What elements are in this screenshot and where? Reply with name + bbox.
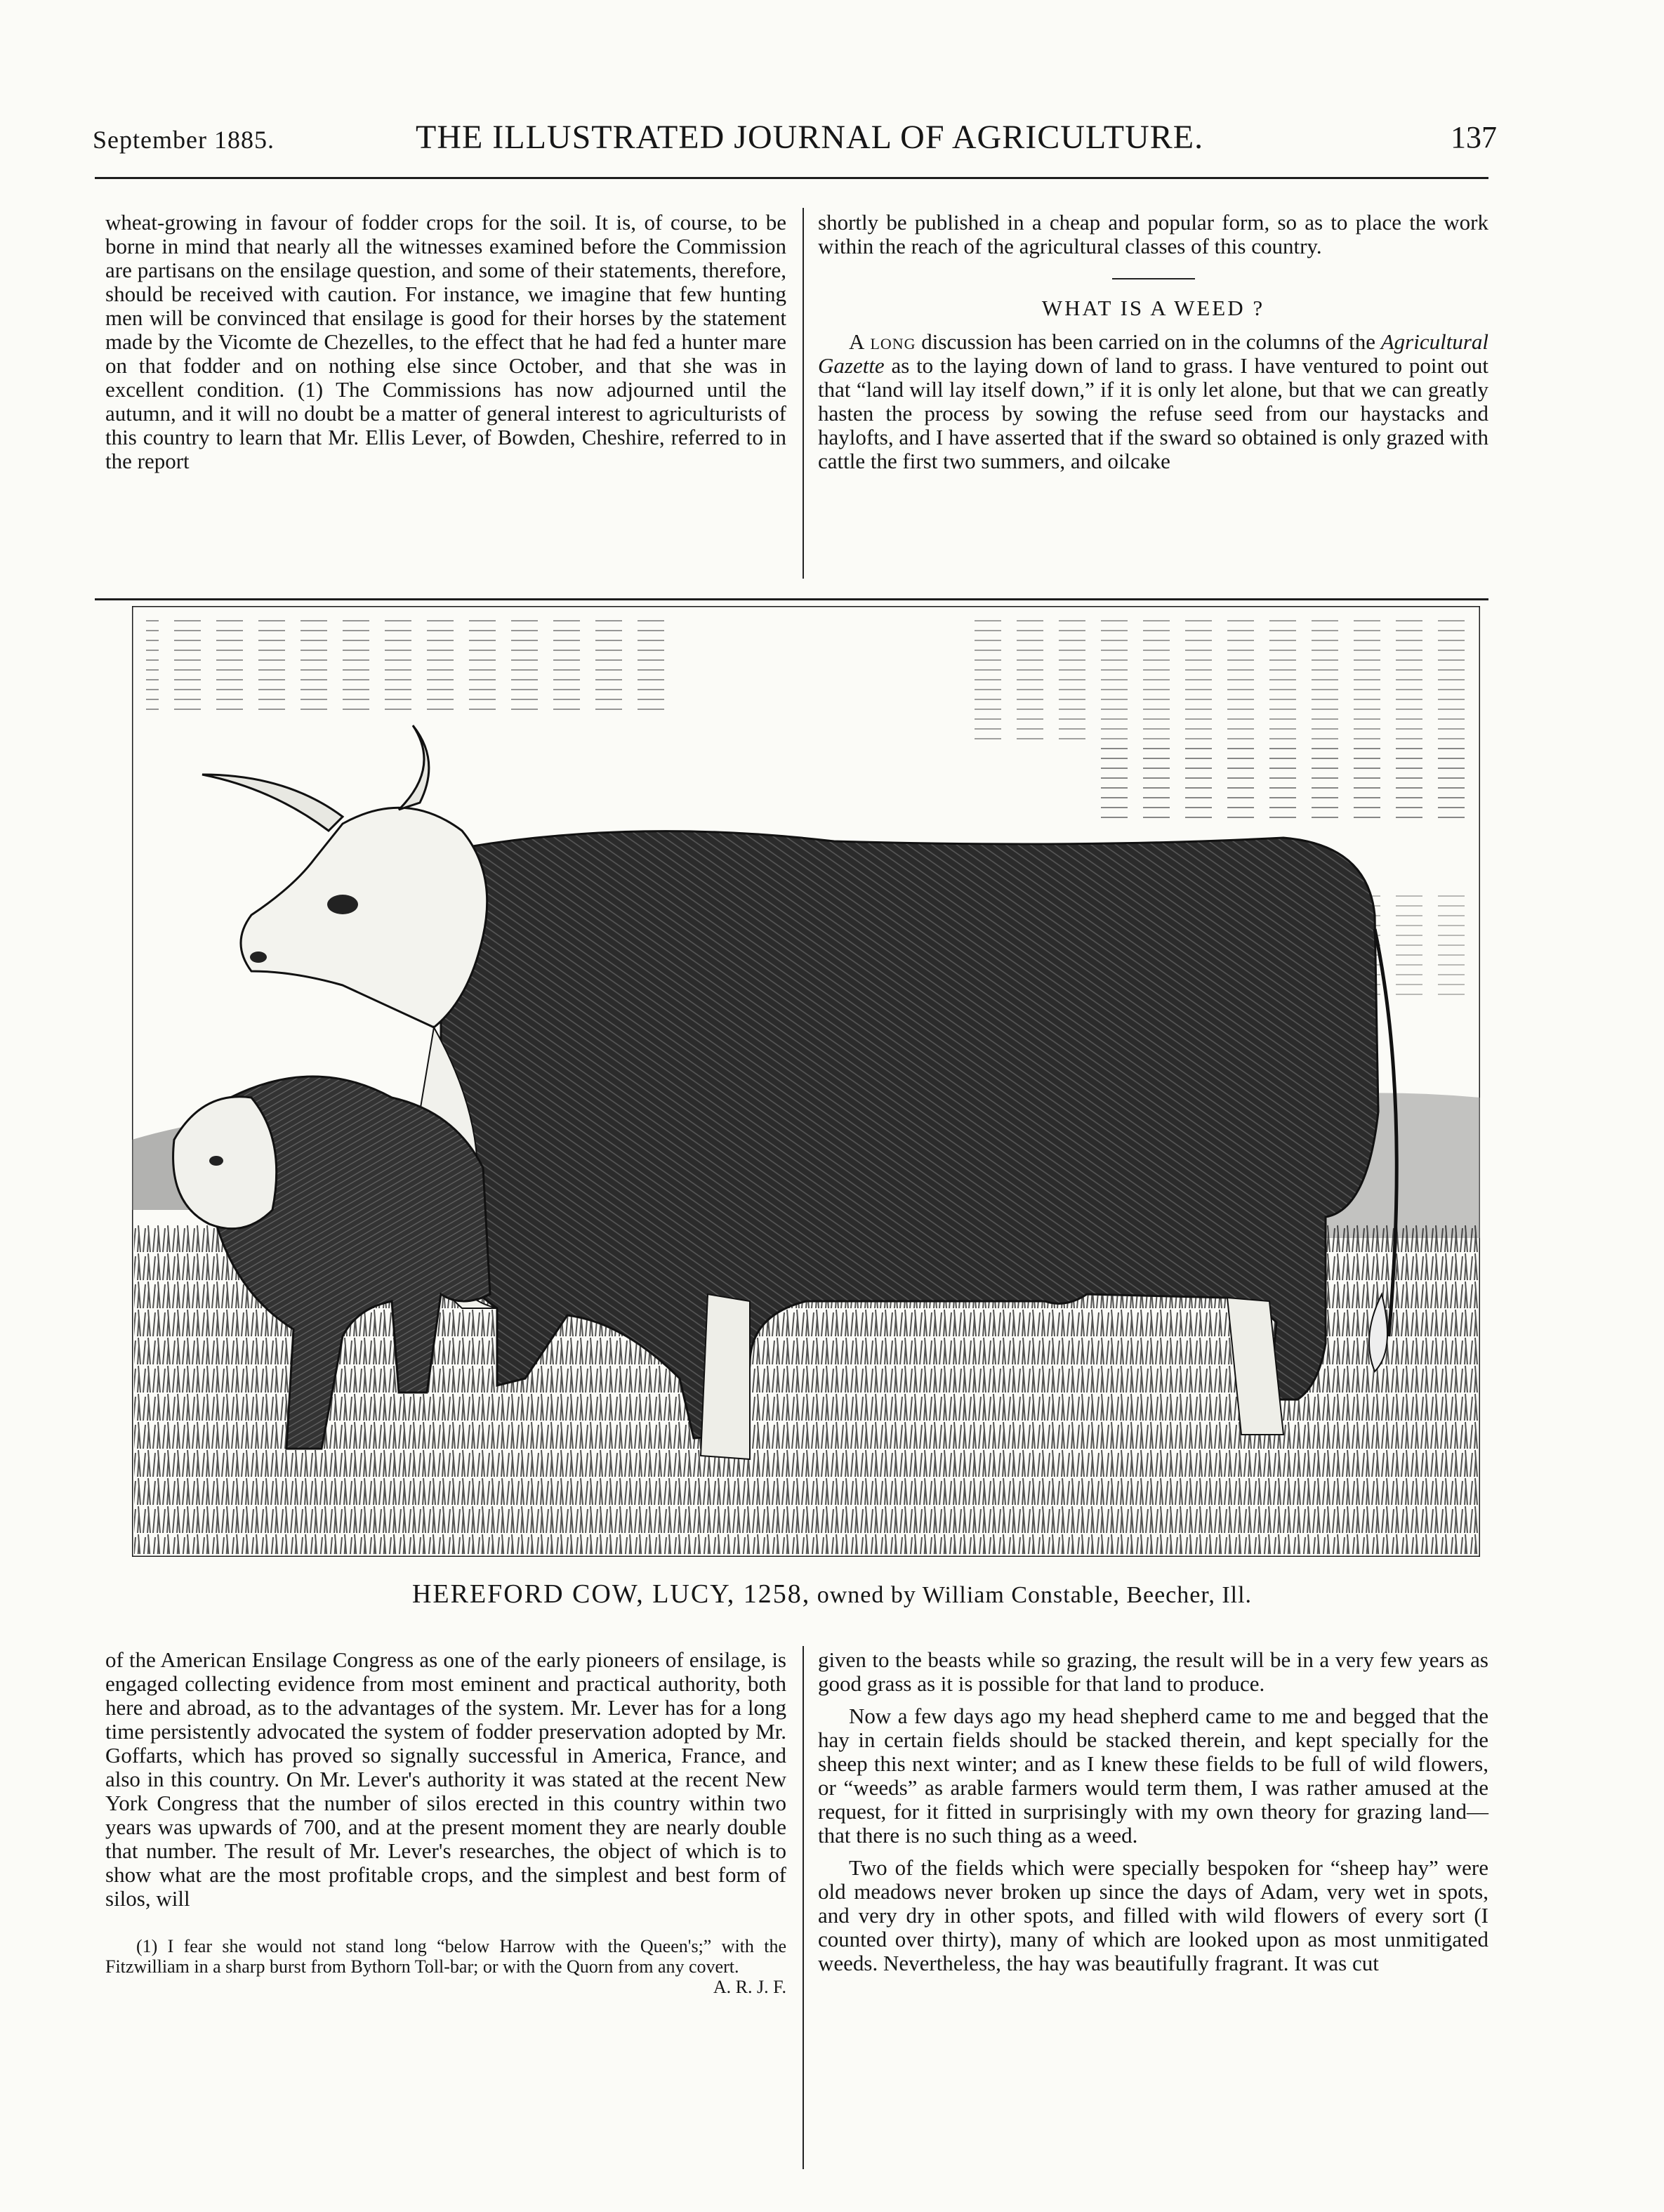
footnote-text: (1) I fear she would not stand long “below Harrow with the Queen's;” with the Fitzwilliam in a sharp burst from Bythorn Toll-bar; or with the Quorn from any covert. bbox=[105, 1936, 786, 1977]
figure-rule bbox=[95, 598, 1488, 600]
text-run: discussion has been carried on in the columns of the bbox=[916, 329, 1381, 354]
page-number: 137 bbox=[1451, 120, 1497, 154]
paragraph: of the American Ensilage Congress as one of the early pioneers of ensilage, is engaged collecting evidence from most eminent and practical authority, both here and abroad, as to the advantages of the system. Mr. Lever has for a long time persistently advocated the system of fodder preservation adopted by Mr. Goffarts, which has proved so signally successful in America, France, and also in this country. On Mr. Lever's authority it was stated at the recent New York Congress that the number of silos erected in this country within two years was upwards of 700, and at the present moment they are nearly double that number. The result of Mr. Lever's researches, the object of which is to show what are the most profitable crops, and the simplest and best form of silos, will bbox=[105, 1647, 786, 1911]
bottom-right-column bbox=[818, 1648, 1488, 1975]
paragraph: shortly be published in a cheap and popular form, so as to place the work within the reach of the agricultural classes of this country. bbox=[818, 210, 1488, 258]
caption-owner: owned by William Constable, Beecher, Ill. bbox=[810, 1582, 1253, 1608]
lead-words: A long bbox=[849, 329, 916, 354]
page-header bbox=[93, 118, 1497, 167]
paragraph: wheat-growing in favour of fodder crops for the soil. It is, of course, to be borne in mind that nearly all the witnesses examined before the Commission are partisans on the ensilage question, and some of their statements, therefore, should be received with caution. For instance, we imagine that few hunting men will be convinced that ensilage is good for their horses by the statement made by the Vicomte de Chezelles, to the effect that he had fed a hunter mare on that fodder and on nothing else since October, and that she was in excellent condition. (1) The Commissions has now adjourned until the autumn, and it will no doubt be a matter of general interest to agriculturists of this country to learn that Mr. Ellis Lever, of Bowden, Cheshire, referred to in the report bbox=[105, 210, 786, 473]
footnote-signature: A. R. J. F. bbox=[713, 1977, 786, 1997]
journal-title: THE ILLUSTRATED JOURNAL OF AGRICULTURE. bbox=[416, 119, 1204, 156]
section-divider bbox=[1112, 278, 1195, 279]
top-left-column bbox=[105, 211, 786, 473]
section-heading: WHAT IS A WEED ? bbox=[1041, 296, 1265, 320]
paragraph bbox=[818, 330, 1488, 473]
bottom-left-column bbox=[105, 1648, 786, 1997]
caption-title: HEREFORD COW, LUCY, 1258, bbox=[411, 1579, 811, 1609]
figure-caption bbox=[0, 1579, 1664, 1609]
issue-date: September 1885. bbox=[93, 126, 275, 154]
journal-name: Agricultural Gazette bbox=[818, 329, 1488, 378]
hereford-cow-engraving bbox=[132, 606, 1480, 1557]
paragraph: given to the beasts while so grazing, the result will be in a very few years as good grass as it is possible for that land to produce. bbox=[818, 1647, 1488, 1696]
text-run: as to the laying down of land to grass. I have ventured to point out that “land will lay itself down,” if it is only let alone, but that we can greatly hasten the process by sowing the refuse seed from our haystacks and haylofts, and I have asserted that if the sward so obtained is only grazed with cattle the first two summers, and oilcake bbox=[818, 353, 1488, 473]
paragraph: Now a few days ago my head shepherd came to me and begged that the hay in certain fields should be stacked therein, and kept specially for the sheep this next winter; and as I knew these fields to be full of wild flowers, or “weeds” as arable farmers would term them, I was rather amused at the request, for it fitted in surprisingly with my own theory for grazing land—that there is no such thing as a weed. bbox=[818, 1704, 1488, 1848]
paragraph: Two of the fields which were specially bespoken for “sheep hay” were old meadows never broken up since the days of Adam, very wet in spots, and very dry in other spots, and filled with wild flowers of every sort (I counted over thirty), many of which are looked upon as most unmitigated weeds. Nevertheless, the hay was beautifully fragrant. It was cut bbox=[818, 1855, 1488, 1975]
column-divider-bottom bbox=[803, 1646, 804, 2169]
header-rule bbox=[95, 177, 1488, 179]
top-right-column bbox=[818, 211, 1488, 473]
footnote bbox=[105, 1936, 786, 1997]
column-divider-top bbox=[803, 208, 804, 579]
